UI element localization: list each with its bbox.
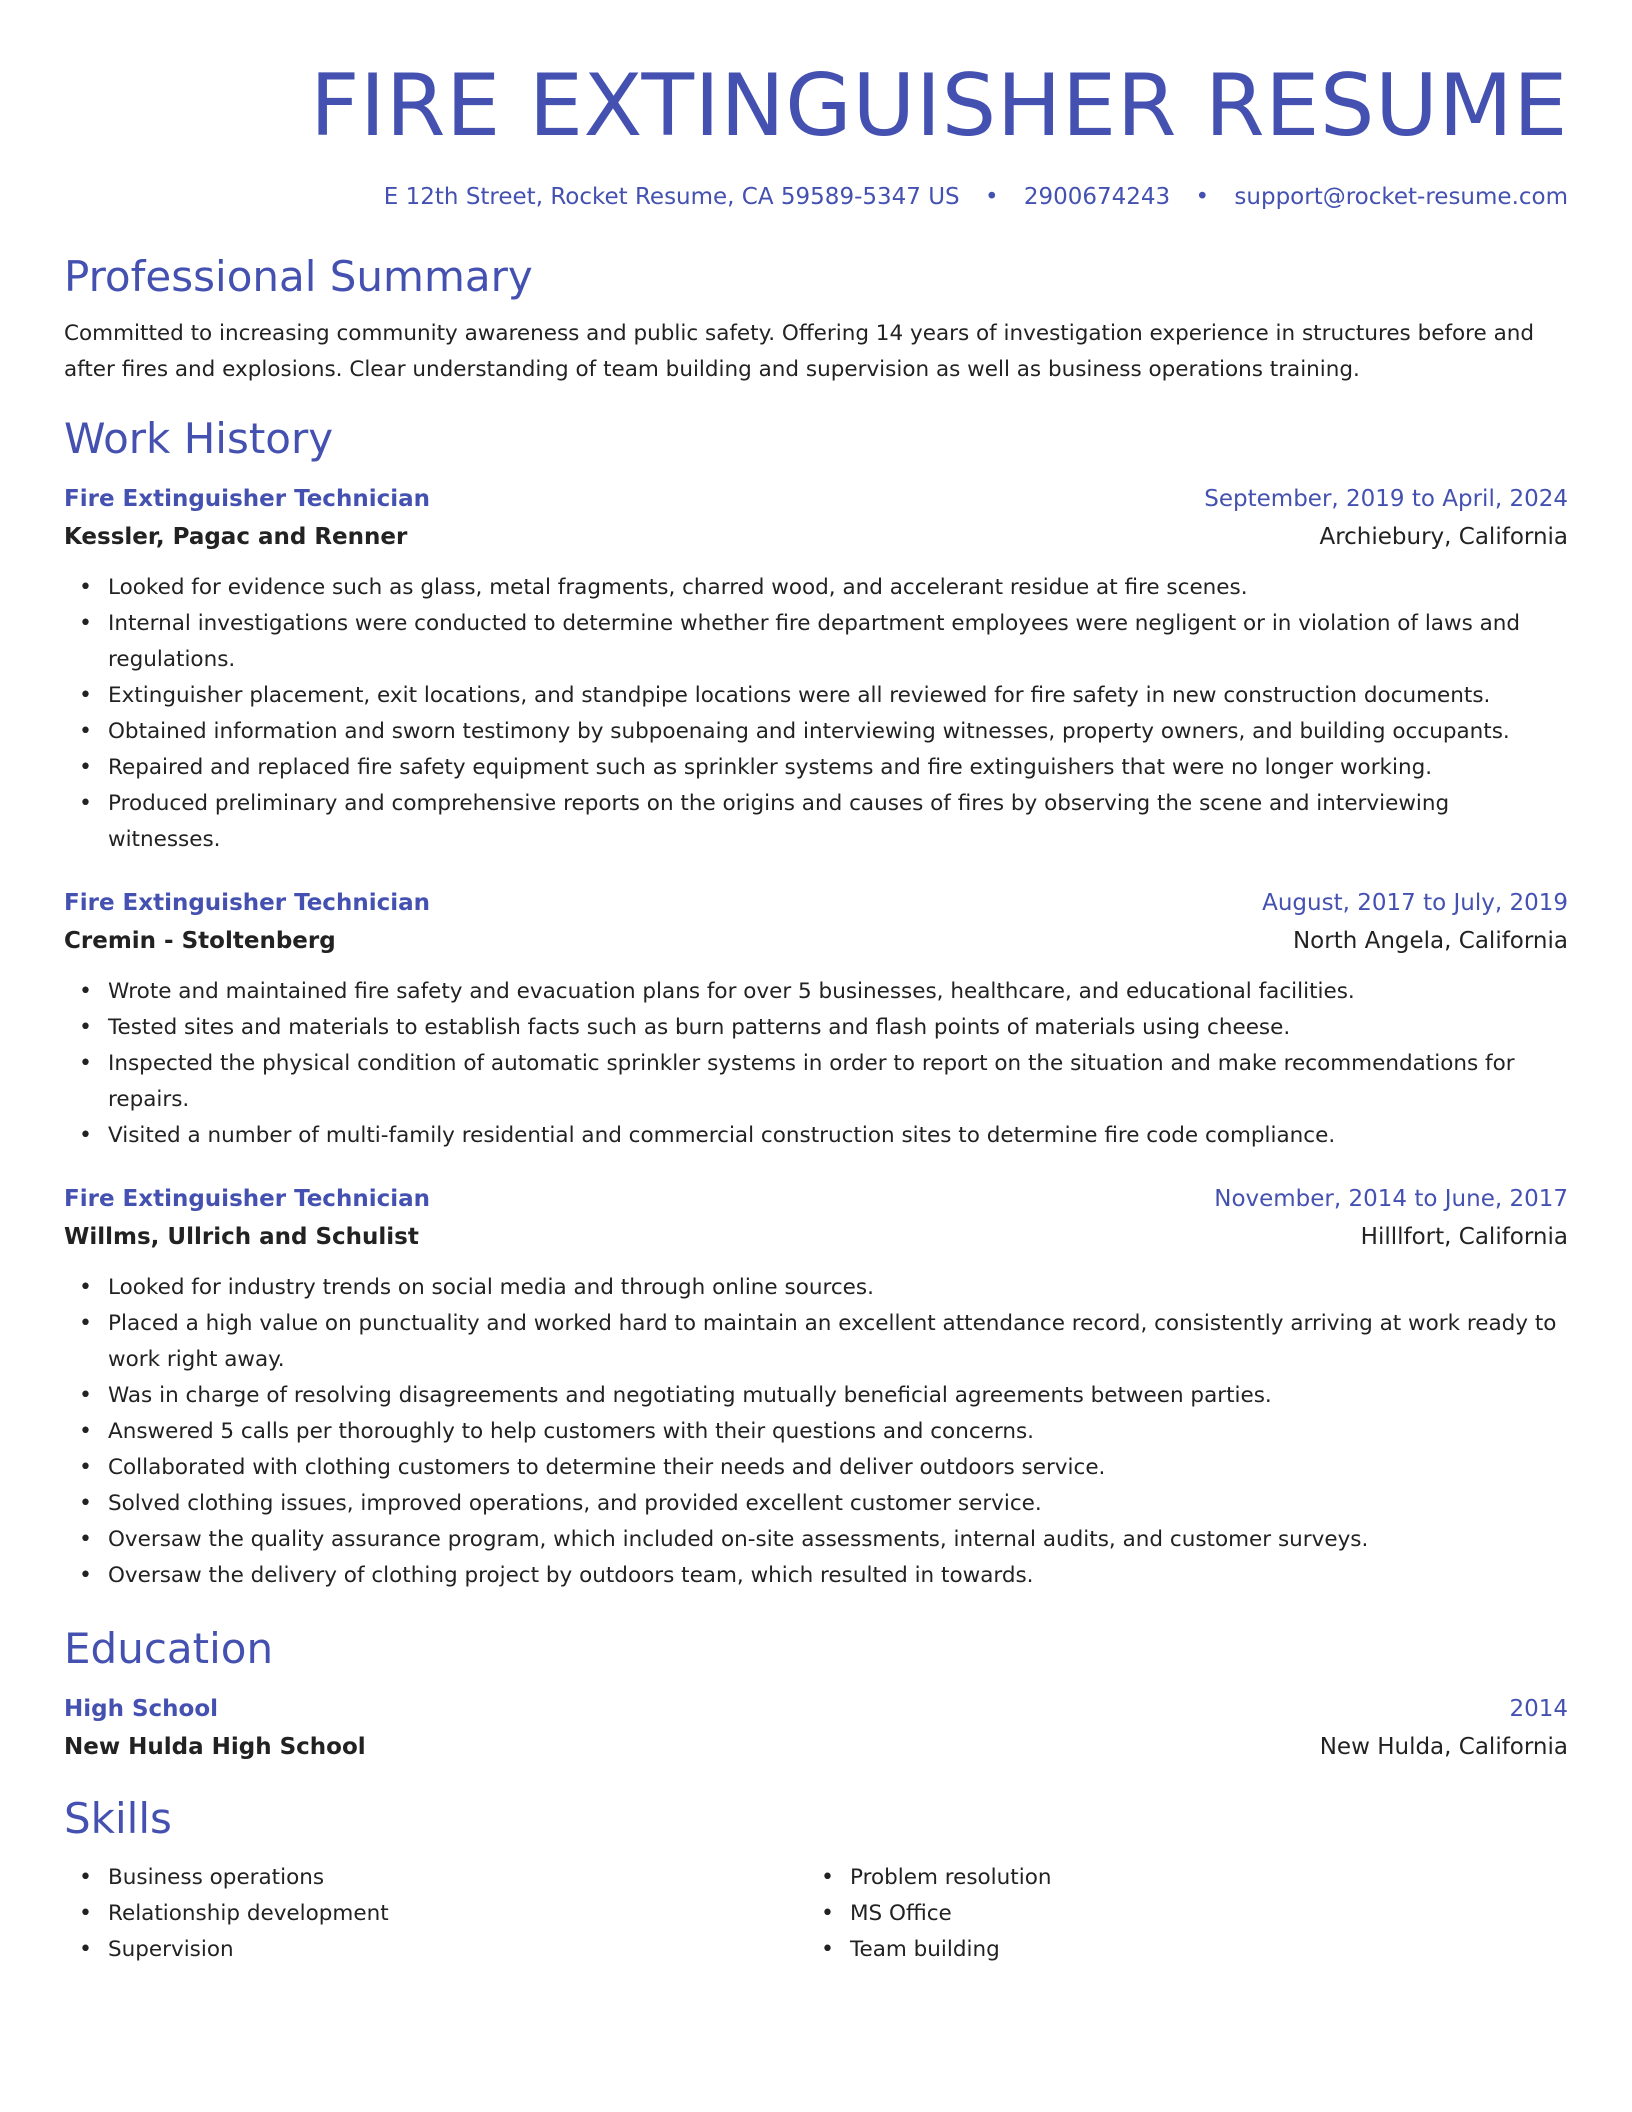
duty-item: • Placed a high value on punctuality and worked hard to maintain an excellent attendance record, consistently arriving at work ready to work right away. — [64, 1306, 1568, 1378]
job-title: Fire Extinguisher Technician — [64, 1186, 430, 1212]
contact-phone: 2900674243 — [1023, 184, 1171, 210]
education-degree: High School — [64, 1696, 219, 1722]
skills-heading: Skills — [64, 1794, 172, 1843]
education-heading: Education — [64, 1624, 274, 1673]
skill-item: • Relationship development — [64, 1896, 806, 1932]
education-school: New Hulda High School — [64, 1734, 366, 1760]
duty-item: • Looked for evidence such as glass, metal fragments, charred wood, and accelerant residue at fire scenes. — [64, 570, 1568, 606]
contact-address: E 12th Street, Rocket Resume, CA 59589-5347 US — [383, 184, 960, 210]
resume-page — [64, 0, 1568, 1968]
job-duties — [64, 974, 1568, 1154]
job-company: Willms, Ullrich and Schulist — [64, 1224, 419, 1250]
job-location: Archiebury, California — [1319, 524, 1568, 550]
duty-item: • Looked for industry trends on social media and through online sources. — [64, 1270, 1568, 1306]
skills-list — [64, 1860, 1568, 1968]
education-year: 2014 — [1509, 1696, 1568, 1722]
education-location: New Hulda, California — [1319, 1734, 1568, 1760]
skill-item: • Supervision — [64, 1932, 806, 1968]
job-location: Hilllfort, California — [1360, 1224, 1568, 1250]
job-dates: November, 2014 to June, 2017 — [1214, 1186, 1568, 1212]
duty-item: • Visited a number of multi-family residential and commercial construction sites to determine fire code compliance. — [64, 1118, 1568, 1154]
duty-item: • Wrote and maintained fire safety and evacuation plans for over 5 businesses, healthcare, and educational facilities. — [64, 974, 1568, 1010]
duty-item: • Produced preliminary and comprehensive reports on the origins and causes of fires by observing the scene and interviewing witnesses. — [64, 786, 1568, 858]
contact-separator: • — [984, 184, 999, 210]
work-history-heading: Work History — [64, 414, 334, 463]
duty-item: • Internal investigations were conducted to determine whether fire department employees were negligent or in violation of laws and regulations. — [64, 606, 1568, 678]
duty-item: • Oversaw the delivery of clothing project by outdoors team, which resulted in towards. — [64, 1558, 1568, 1594]
duty-item: • Oversaw the quality assurance program, which included on-site assessments, internal audits, and customer surveys. — [64, 1522, 1568, 1558]
job-title: Fire Extinguisher Technician — [64, 486, 430, 512]
education-entry — [64, 1690, 1568, 1766]
duty-item: • Repaired and replaced fire safety equipment such as sprinkler systems and fire extinguishers that were no longer working. — [64, 750, 1568, 786]
duty-item: • Answered 5 calls per thoroughly to help customers with their questions and concerns. — [64, 1414, 1568, 1450]
job-entry — [64, 1180, 1568, 1594]
summary-heading: Professional Summary — [64, 252, 533, 301]
skills-column-right — [806, 1860, 1548, 1968]
job-company: Kessler, Pagac and Renner — [64, 524, 408, 550]
job-duties — [64, 570, 1568, 858]
job-title: Fire Extinguisher Technician — [64, 890, 430, 916]
skill-item: • Business operations — [64, 1860, 806, 1896]
duty-item: • Extinguisher placement, exit locations, and standpipe locations were all reviewed for fire safety in new construction documents. — [64, 678, 1568, 714]
duty-item: • Collaborated with clothing customers to determine their needs and deliver outdoors service. — [64, 1450, 1568, 1486]
job-entry — [64, 480, 1568, 858]
duty-item: • Obtained information and sworn testimony by subpoenaing and interviewing witnesses, property owners, and building occupants. — [64, 714, 1568, 750]
contact-email: support@rocket-resume.com — [1234, 184, 1568, 210]
job-location: North Angela, California — [1292, 928, 1568, 954]
job-duties — [64, 1270, 1568, 1594]
resume-title: FIRE EXTINGUISHER RESUME — [309, 56, 1568, 156]
skill-item: • Problem resolution — [806, 1860, 1548, 1896]
summary-text: Committed to increasing community awareness and public safety. Offering 14 years of investigation experience in structures before and after fires and explosions. Clear understanding of team building and supervision as well as business operations training. — [64, 321, 1535, 382]
job-company: Cremin - Stoltenberg — [64, 928, 336, 954]
skill-item: • Team building — [806, 1932, 1548, 1968]
job-dates: September, 2019 to April, 2024 — [1204, 486, 1568, 512]
contact-line — [64, 180, 1568, 214]
skill-item: • MS Office — [806, 1896, 1548, 1932]
duty-item: • Tested sites and materials to establish facts such as burn patterns and flash points of materials using cheese. — [64, 1010, 1568, 1046]
skills-column-left — [64, 1860, 806, 1968]
duty-item: • Was in charge of resolving disagreements and negotiating mutually beneficial agreements between parties. — [64, 1378, 1568, 1414]
job-dates: August, 2017 to July, 2019 — [1262, 890, 1568, 916]
duty-item: • Inspected the physical condition of automatic sprinkler systems in order to report on the situation and make recommendations for repairs. — [64, 1046, 1568, 1118]
duty-item: • Solved clothing issues, improved operations, and provided excellent customer service. — [64, 1486, 1568, 1522]
contact-separator: • — [1195, 184, 1210, 210]
job-entry — [64, 884, 1568, 1154]
